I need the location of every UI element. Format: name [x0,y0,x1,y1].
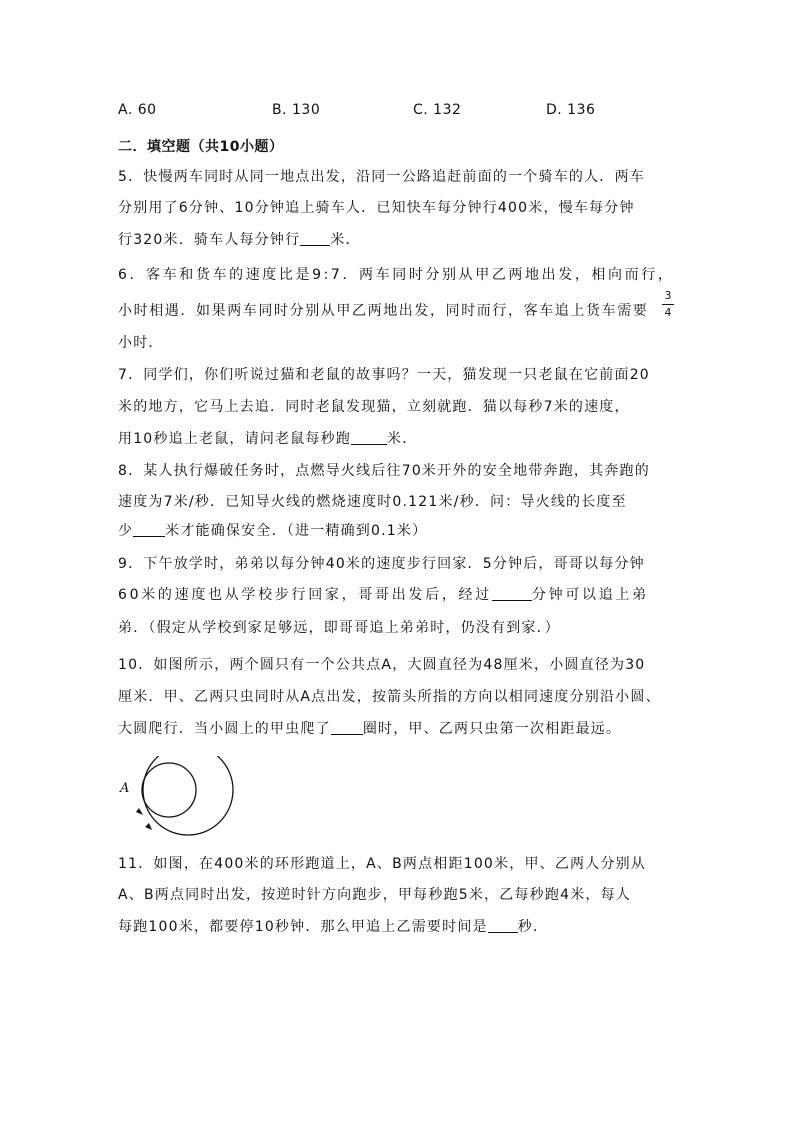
q6-line-3: 小时． [118,335,164,351]
option-d: D. 136 [546,102,596,118]
option-b: B. 130 [272,102,321,118]
q5-line-2: 分别用了6分钟、10分钟追上骑车人．已知快车每分钟行400米，慢车每分钟 [118,200,635,216]
q11-line-2: A、B两点同时出发，按逆时针方向跑步，甲每秒跑5米，乙每秒跑4米，每人 [118,887,631,903]
q11-line-1: 11．如图，在400米的环形跑道上，A、B两点相距100米，甲、乙两人分别从 [118,856,647,872]
large-circle-arrow-icon [145,823,152,830]
q8-answer-blank [133,522,165,537]
small-circle-arrow-icon [136,808,143,815]
q7-line-1: 7．同学们，你们听说过猫和老鼠的故事吗？一天，猫发现一只老鼠在它前面20 [118,367,650,383]
q5-line-1: 5．快慢两车同时从同一地点出发，沿同一公路追赶前面的一个骑车的人．两车 [118,169,645,185]
q10-text: 大圆爬行．当小圆上的甲虫爬了 [118,721,331,737]
q10-line-3 [118,718,621,738]
q9-text-end: 分钟可以追上弟 [531,587,649,603]
q7-line-2: 米的地方，它马上去追．同时老鼠发现猫，立刻就跑．猫以每秒7米的速度， [118,399,630,415]
option-c: C. 132 [413,102,462,118]
option-a: A. 60 [118,102,157,118]
q9-line-2 [118,584,649,604]
tangent-circles-figure [112,756,242,852]
q10-line-2: 厘米．甲、乙两只虫同时从A点出发，按箭头所指的方向以相同速度分别沿小圆、 [118,689,661,705]
q8-line-2: 速度为7米/秒．已知导火线的燃烧速度时0.121米/秒．问：导火线的长度至 [118,494,627,510]
small-circle [142,763,196,817]
q10-answer-blank [331,720,363,735]
q8-line-1: 8．某人执行爆破任务时，点燃导火线后往70米开外的安全地带奔跑，其奔跑的 [118,463,650,479]
q6-fraction-numerator: 3 [664,289,672,302]
large-circle [143,756,233,835]
q7-text: 用10秒追上老鼠，请问老鼠每秒跑 [118,431,352,447]
q7-answer-blank [351,430,387,445]
section-title: 二．填空题（共10小题） [118,139,284,155]
point-a-label: A [120,781,130,796]
q9-answer-blank [492,586,532,601]
q6-line-2: 小时相遇．如果两车同时分别从甲乙两地出发，同时而行，客车追上货车需要 [118,303,649,319]
q8-line-3 [118,520,427,540]
q10-text-end: 圈时，甲、乙两只虫第一次相距最远。 [362,721,622,737]
q8-text: 少 [118,523,134,539]
q10-line-1: 10．如图所示，两个圆只有一个公共点A，大圆直径为48厘米，小圆直径为30 [118,657,646,673]
q7-text-end: 米． [387,431,418,447]
q6-line-1: 6．客车和货车的速度比是9:7．两车同时分别从甲乙两地出发，相向而行， [118,267,675,283]
q9-text: 60米的速度也从学校步行回家，哥哥出发后，经过 [118,587,492,603]
q5-answer-blank [300,231,330,246]
q5-line-3 [118,229,361,249]
q9-line-1: 9．下午放学时，弟弟以每分钟40米的速度步行回家．5分钟后，哥哥以每分钟 [118,556,645,572]
q9-line-3: 弟．（假定从学校到家足够远，即哥哥追上弟弟时，仍没有到家．） [118,620,560,636]
q11-line-3 [118,916,548,936]
q11-answer-blank [488,918,518,933]
fraction-bar [662,304,674,305]
q6-fraction [662,289,674,320]
q11-text-end: 秒． [517,919,549,935]
q5-text: 行320米．骑车人每分钟行 [118,232,301,248]
q7-line-3 [118,428,417,448]
q5-text-end: 米． [330,232,361,248]
q8-text-end: 米才能确保安全．（进一精确到0.1米） [165,523,428,539]
q6-fraction-denominator: 4 [664,306,672,319]
q11-text: 每跑100米，都要停10秒钟．那么甲追上乙需要时间是 [118,919,488,935]
